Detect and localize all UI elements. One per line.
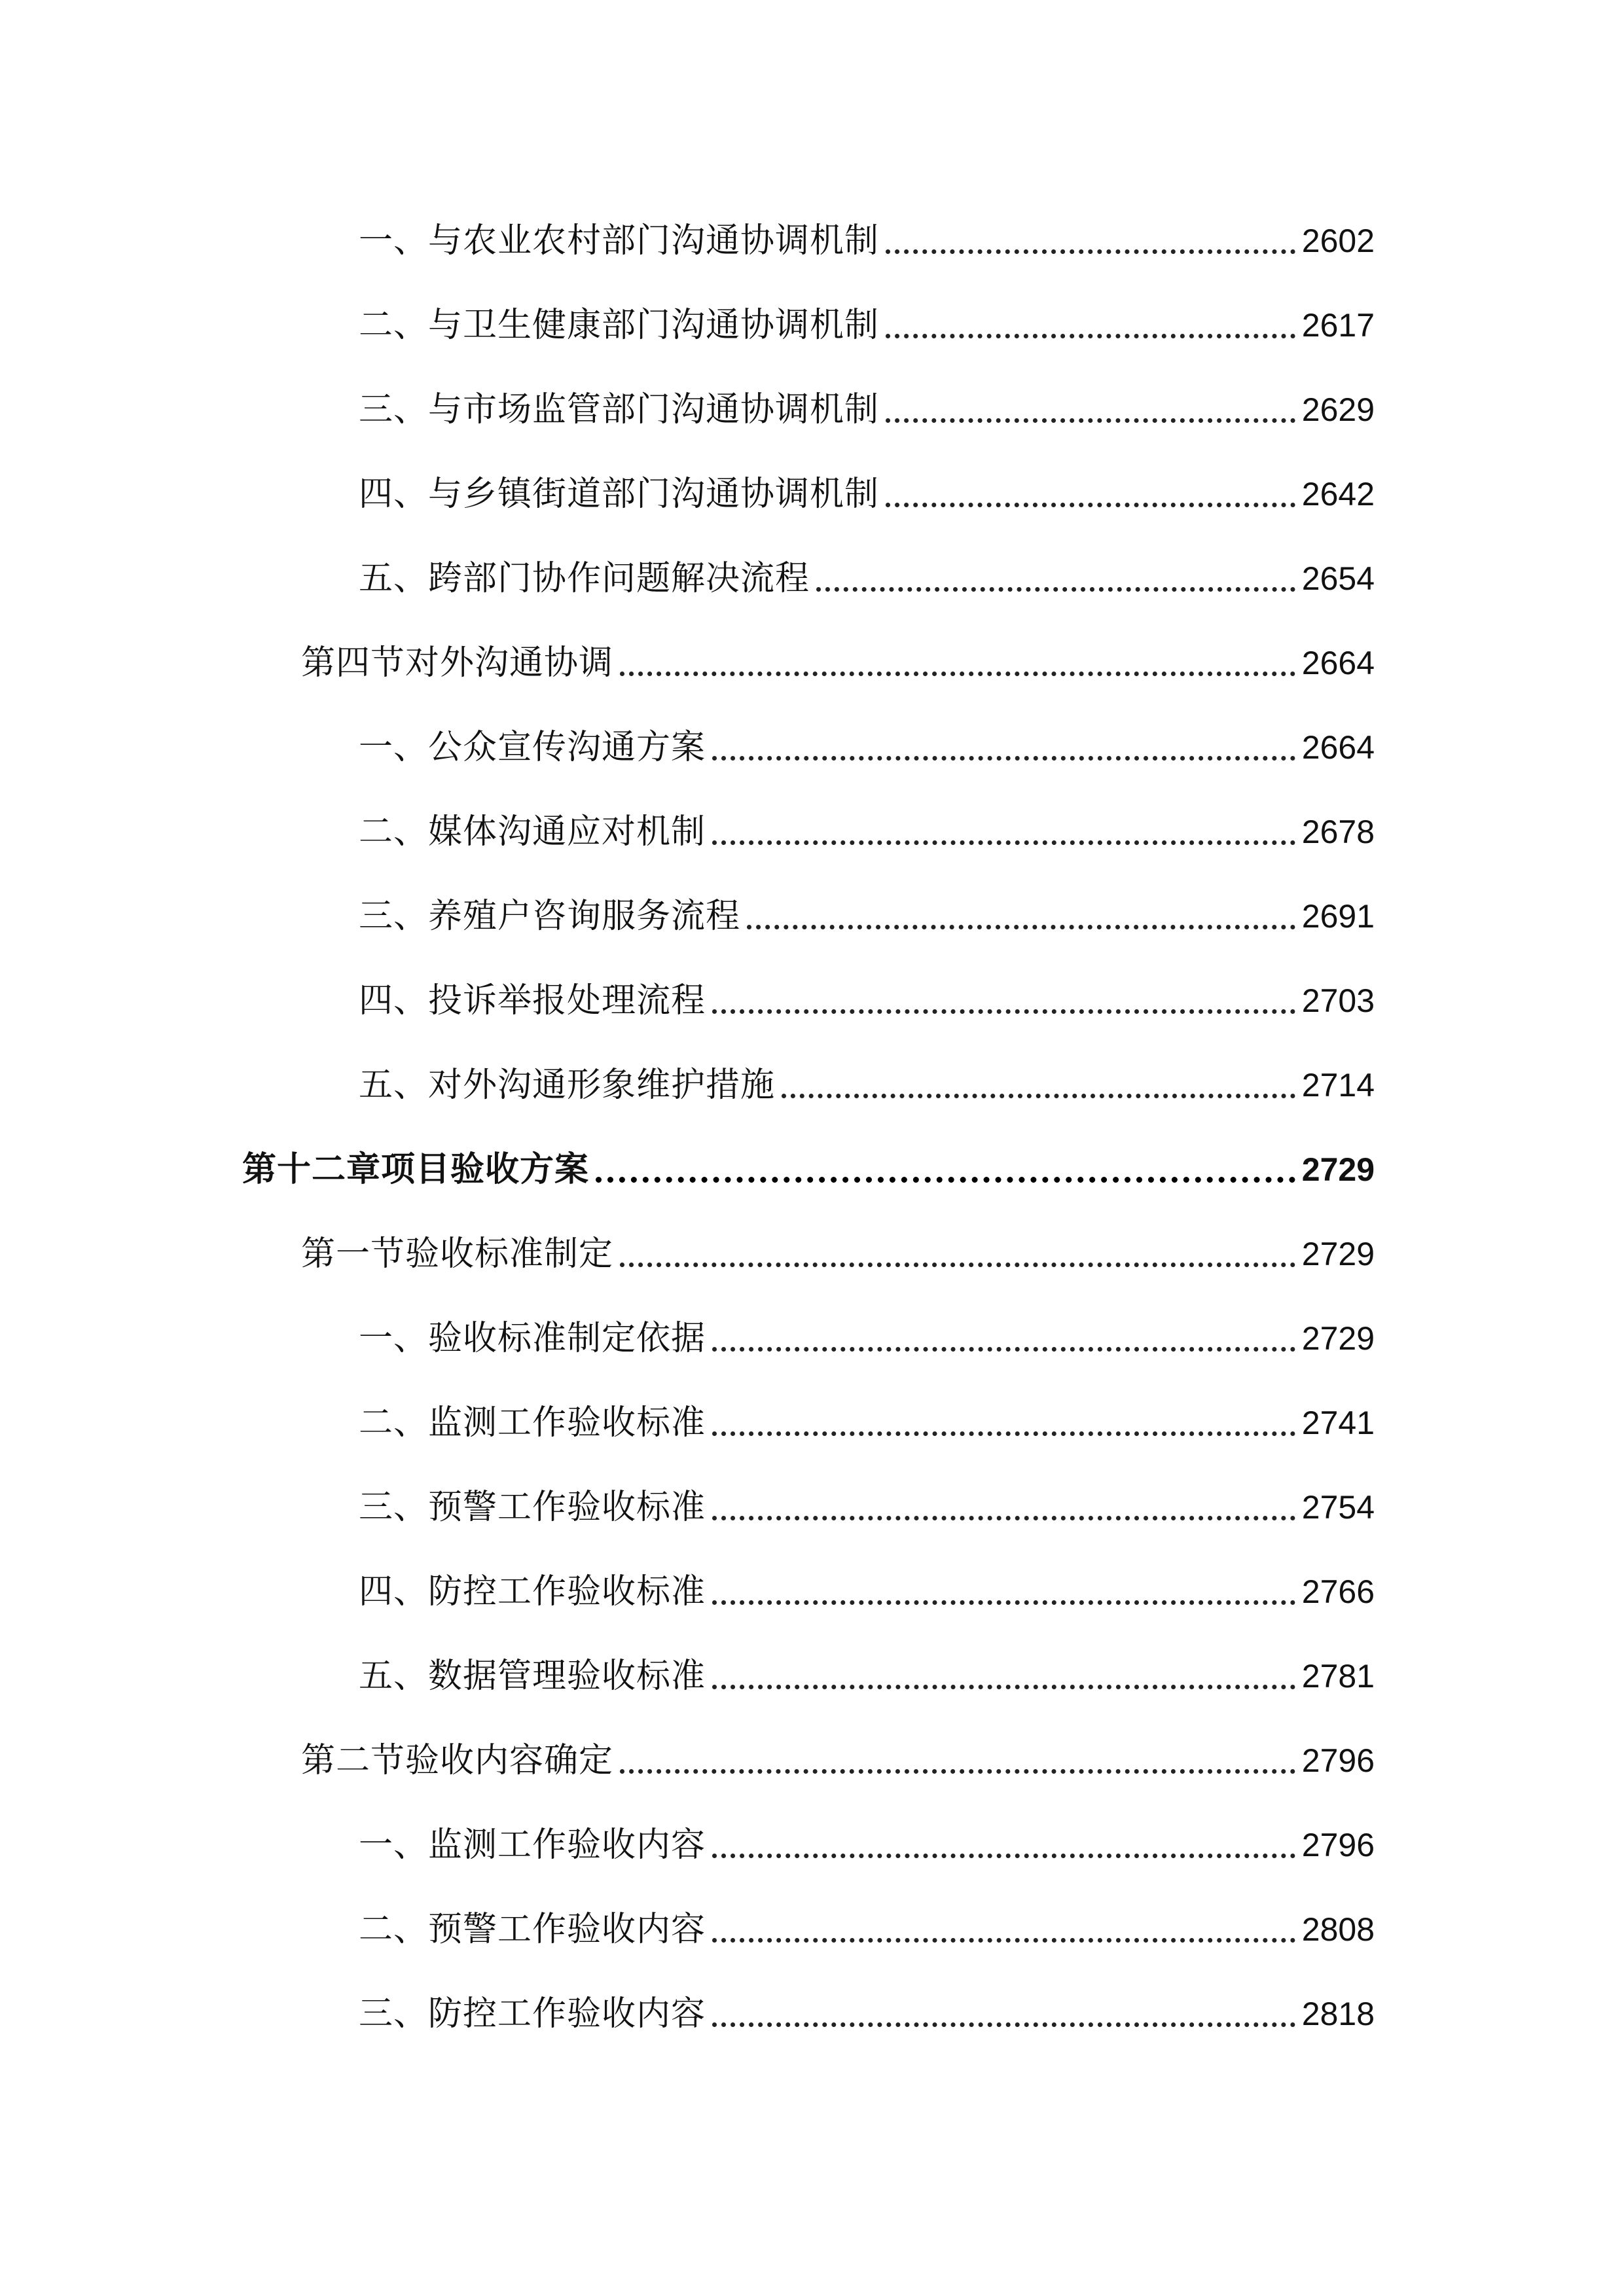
toc-entry-page: 2796 (1301, 1827, 1375, 1863)
toc-entry-page: 2691 (1301, 898, 1375, 935)
toc-entry[interactable] (359, 885, 1375, 937)
toc-entry-page: 2703 (1301, 982, 1375, 1019)
toc-entry-page: 2729 (1301, 1151, 1375, 1188)
dot-leader (886, 503, 1295, 507)
toc-entry-title: 二、媒体沟通应对机制 (359, 812, 706, 852)
dot-leader (596, 1177, 1295, 1183)
toc-entry[interactable] (359, 1982, 1375, 2035)
dot-leader (747, 925, 1295, 929)
dot-leader (782, 1094, 1295, 1098)
toc-entry-page: 2678 (1301, 814, 1375, 850)
toc-section-entry[interactable] (301, 1729, 1375, 1782)
dot-leader (886, 334, 1295, 338)
toc-entry[interactable] (359, 716, 1375, 768)
dot-leader (712, 1685, 1295, 1689)
dot-leader (712, 1009, 1295, 1014)
toc-entry[interactable] (359, 1560, 1375, 1613)
toc-entry[interactable] (359, 1476, 1375, 1528)
dot-leader (712, 1600, 1295, 1605)
toc-entry-title: 三、预警工作验收标准 (359, 1488, 706, 1527)
dot-leader (712, 2022, 1295, 2027)
toc-entry-page: 2766 (1301, 1573, 1375, 1610)
toc-entry-page: 2729 (1301, 1320, 1375, 1357)
toc-entry[interactable] (359, 1645, 1375, 1697)
dot-leader (712, 1516, 1295, 1520)
dot-leader (712, 1854, 1295, 1858)
toc-entry[interactable] (359, 800, 1375, 853)
toc-entry-page: 2602 (1301, 223, 1375, 259)
dot-leader (886, 418, 1295, 423)
toc-entry-title: 四、投诉举报处理流程 (359, 981, 706, 1020)
dot-leader (712, 1938, 1295, 1943)
toc-entry-title: 第四节对外沟通协调 (301, 643, 614, 683)
toc-chapter-entry[interactable] (242, 1138, 1375, 1191)
toc-entry-title: 第二节验收内容确定 (301, 1741, 614, 1780)
toc-entry-title: 一、监测工作验收内容 (359, 1825, 706, 1865)
toc-entry-page: 2629 (1301, 391, 1375, 428)
dot-leader (886, 249, 1295, 254)
toc-entry[interactable] (359, 1307, 1375, 1359)
toc-entry[interactable] (359, 294, 1375, 346)
toc-entry-page: 2729 (1301, 1236, 1375, 1272)
toc-entry-title: 三、养殖户咨询服务流程 (359, 897, 741, 936)
toc-entry-title: 四、防控工作验收标准 (359, 1572, 706, 1611)
dot-leader (712, 1431, 1295, 1436)
dot-leader (620, 672, 1295, 676)
toc-entry-title: 五、数据管理验收标准 (359, 1657, 706, 1696)
toc-entry-page: 2796 (1301, 1742, 1375, 1779)
toc-entry[interactable] (359, 209, 1375, 262)
toc-entry-title: 一、验收标准制定依据 (359, 1319, 706, 1358)
toc-entry-page: 2642 (1301, 476, 1375, 512)
dot-leader (712, 840, 1295, 845)
toc-entry[interactable] (359, 1898, 1375, 1950)
toc-entry[interactable] (359, 547, 1375, 600)
toc-entry-title: 第十二章项目验收方案 (242, 1150, 590, 1189)
dot-leader (712, 756, 1295, 761)
toc-entry[interactable] (359, 463, 1375, 515)
toc-entry-title: 二、监测工作验收标准 (359, 1403, 706, 1443)
toc-entry-page: 2818 (1301, 1996, 1375, 2032)
toc-entry[interactable] (359, 378, 1375, 431)
toc-entry[interactable] (359, 969, 1375, 1022)
toc-entry-title: 第一节验收标准制定 (301, 1234, 614, 1274)
toc-entry-page: 2664 (1301, 645, 1375, 681)
toc-entry-title: 四、与乡镇街道部门沟通协调机制 (359, 475, 880, 514)
dot-leader (620, 1769, 1295, 1774)
dot-leader (816, 587, 1295, 592)
toc-entry-page: 2754 (1301, 1489, 1375, 1526)
toc-entry[interactable] (359, 1391, 1375, 1444)
toc-entry-title: 一、与农业农村部门沟通协调机制 (359, 221, 880, 260)
toc-entry-page: 2654 (1301, 560, 1375, 597)
toc-entry-page: 2741 (1301, 1405, 1375, 1441)
dot-leader (620, 1263, 1295, 1267)
toc-entry[interactable] (359, 1814, 1375, 1866)
toc-entry-title: 五、跨部门协作问题解决流程 (359, 559, 810, 598)
toc-entry-title: 三、防控工作验收内容 (359, 1994, 706, 2034)
toc-entry-page: 2781 (1301, 1658, 1375, 1695)
toc-entry-page: 2808 (1301, 1911, 1375, 1948)
toc-entry-page: 2714 (1301, 1067, 1375, 1103)
toc-entry-title: 三、与市场监管部门沟通协调机制 (359, 390, 880, 429)
toc-entry-page: 2664 (1301, 729, 1375, 766)
toc-section-entry[interactable] (301, 632, 1375, 684)
toc-entry-title: 二、与卫生健康部门沟通协调机制 (359, 306, 880, 345)
toc-entry[interactable] (359, 1054, 1375, 1106)
toc-entry-title: 二、预警工作验收内容 (359, 1910, 706, 1949)
toc-entry-title: 五、对外沟通形象维护措施 (359, 1066, 776, 1105)
toc-section-entry[interactable] (301, 1223, 1375, 1275)
toc-entry-title: 一、公众宣传沟通方案 (359, 728, 706, 767)
toc-entry-page: 2617 (1301, 307, 1375, 344)
dot-leader (712, 1347, 1295, 1352)
